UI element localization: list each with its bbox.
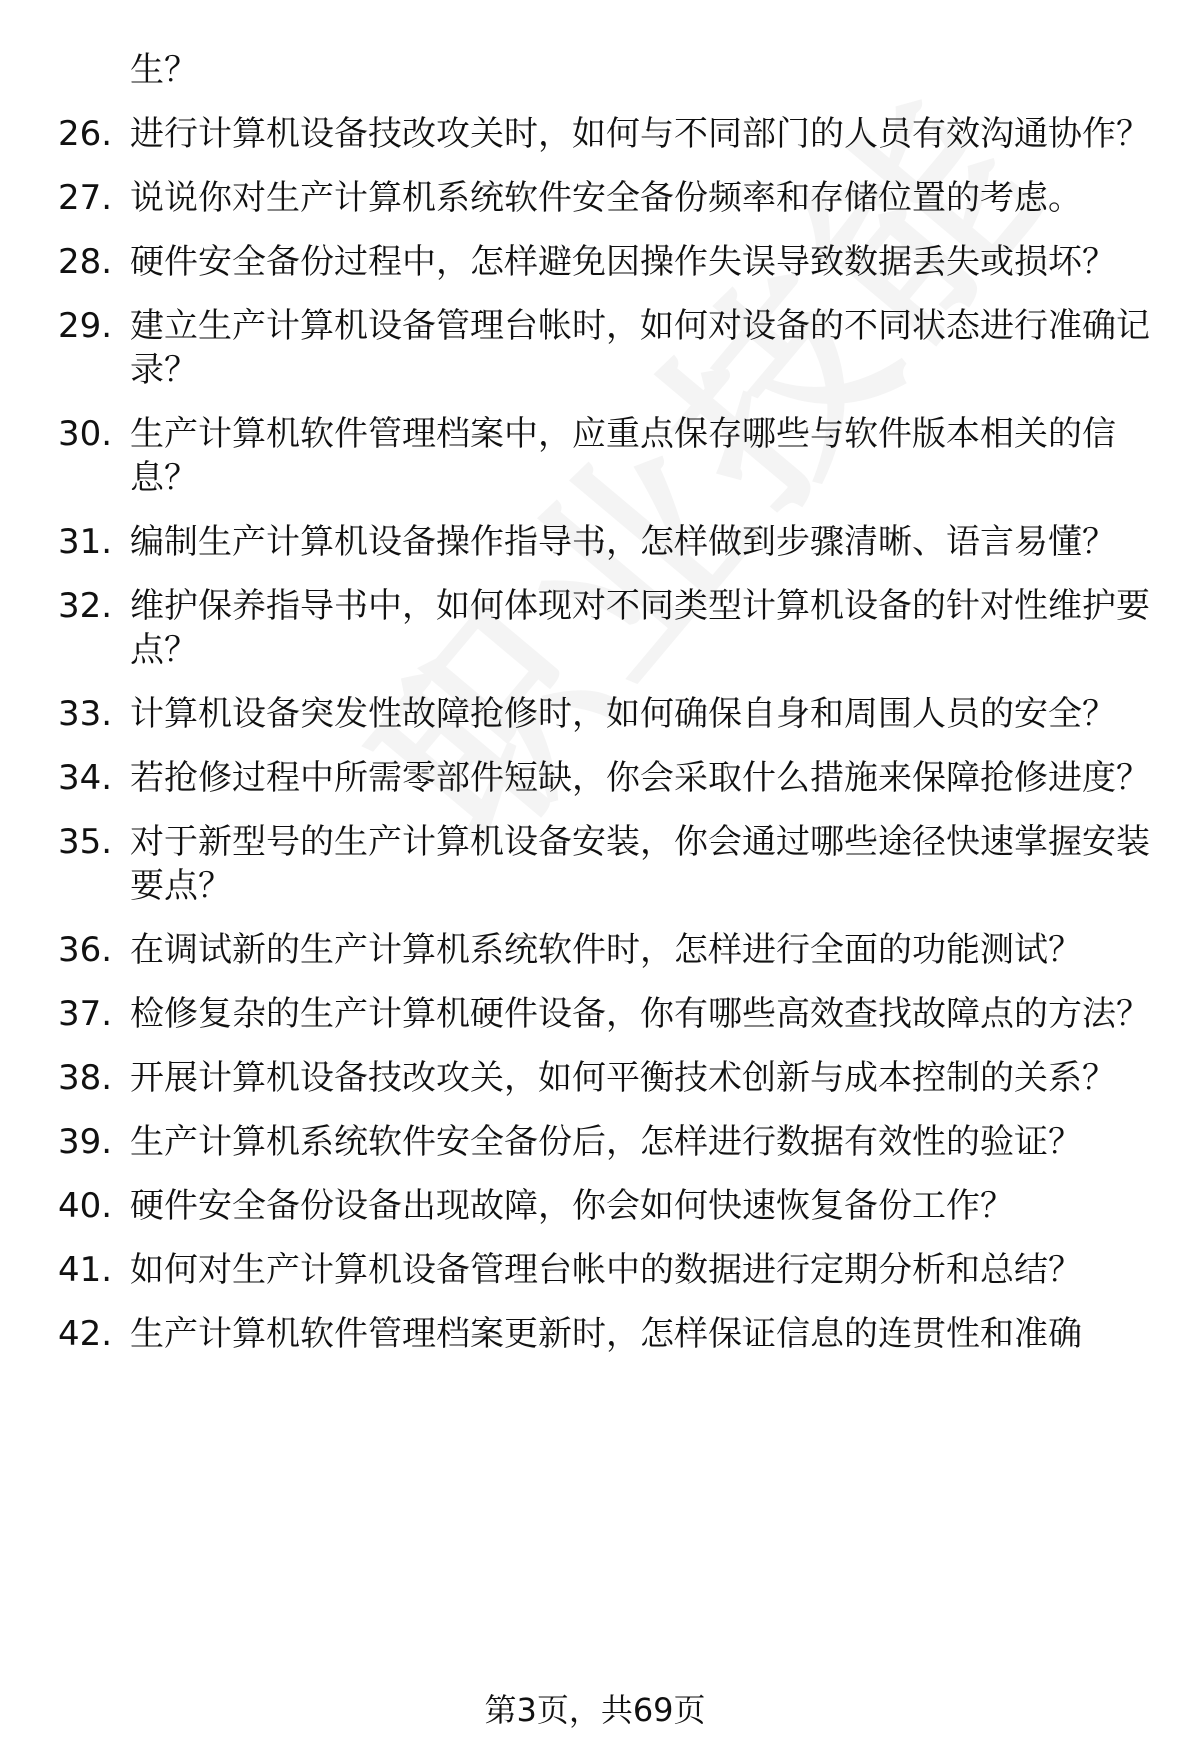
question-item — [0, 240, 1190, 284]
question-text: 若抢修过程中所需零部件短缺，你会采取什么措施来保障抢修进度？ — [130, 758, 1150, 798]
question-number: 38. — [58, 1058, 113, 1098]
question-item — [0, 820, 1190, 908]
question-number: 34. — [58, 758, 113, 798]
question-number: 41. — [58, 1250, 113, 1290]
question-text: 建立生产计算机设备管理台帐时，如何对设备的不同状态进行准确记录？ — [130, 306, 1150, 390]
question-number: 33. — [58, 694, 113, 734]
question-text: 说说你对生产计算机系统软件安全备份频率和存储位置的考虑。 — [130, 178, 1082, 218]
question-item — [0, 520, 1190, 564]
question-number: 27. — [58, 178, 113, 218]
question-number: 26. — [58, 114, 113, 154]
question-text: 生产计算机软件管理档案更新时，怎样保证信息的连贯性和准确 — [130, 1314, 1082, 1354]
question-item — [0, 756, 1190, 800]
question-number: 37. — [58, 994, 113, 1034]
question-item — [0, 692, 1190, 736]
question-number: 29. — [58, 306, 113, 346]
question-list — [0, 48, 1190, 1376]
question-number: 30. — [58, 414, 113, 454]
question-text: 维护保养指导书中，如何体现对不同类型计算机设备的针对性维护要点？ — [130, 586, 1150, 670]
question-text: 检修复杂的生产计算机硬件设备，你有哪些高效查找故障点的方法？ — [130, 994, 1150, 1034]
question-item — [0, 584, 1190, 672]
page-footer — [0, 1688, 1190, 1732]
question-item — [0, 176, 1190, 220]
question-text: 编制生产计算机设备操作指导书，怎样做到步骤清晰、语言易懂？ — [130, 522, 1116, 562]
question-item — [0, 1056, 1190, 1100]
question-text: 生产计算机系统软件安全备份后，怎样进行数据有效性的验证？ — [130, 1122, 1082, 1162]
question-item — [0, 1312, 1190, 1356]
question-text: 生？ — [130, 50, 198, 90]
page-number-label: 第3页，共69页 — [484, 1691, 706, 1729]
question-text: 计算机设备突发性故障抢修时，如何确保自身和周围人员的安全？ — [130, 694, 1116, 734]
question-item — [0, 1184, 1190, 1228]
question-text: 生产计算机软件管理档案中，应重点保存哪些与软件版本相关的信息？ — [130, 414, 1116, 498]
question-text: 如何对生产计算机设备管理台帐中的数据进行定期分析和总结？ — [130, 1250, 1082, 1290]
question-item — [0, 992, 1190, 1036]
question-number: 42. — [58, 1314, 113, 1354]
question-item — [0, 304, 1190, 392]
question-number: 36. — [58, 930, 113, 970]
question-item — [0, 928, 1190, 972]
question-item — [0, 48, 1190, 92]
question-number: 28. — [58, 242, 113, 282]
question-text: 在调试新的生产计算机系统软件时，怎样进行全面的功能测试？ — [130, 930, 1082, 970]
question-number: 40. — [58, 1186, 113, 1226]
question-item — [0, 1248, 1190, 1292]
question-item — [0, 1120, 1190, 1164]
question-number: 31. — [58, 522, 113, 562]
question-item — [0, 412, 1190, 500]
question-text: 对于新型号的生产计算机设备安装，你会通过哪些途径快速掌握安装要点？ — [130, 822, 1150, 906]
question-text: 硬件安全备份过程中，怎样避免因操作失误导致数据丢失或损坏？ — [130, 242, 1116, 282]
question-number: 35. — [58, 822, 113, 862]
question-text: 进行计算机设备技改攻关时，如何与不同部门的人员有效沟通协作？ — [130, 114, 1150, 154]
question-text: 硬件安全备份设备出现故障，你会如何快速恢复备份工作？ — [130, 1186, 1014, 1226]
question-number: 32. — [58, 586, 113, 626]
question-number: 39. — [58, 1122, 113, 1162]
question-item — [0, 112, 1190, 156]
question-text: 开展计算机设备技改攻关，如何平衡技术创新与成本控制的关系？ — [130, 1058, 1116, 1098]
